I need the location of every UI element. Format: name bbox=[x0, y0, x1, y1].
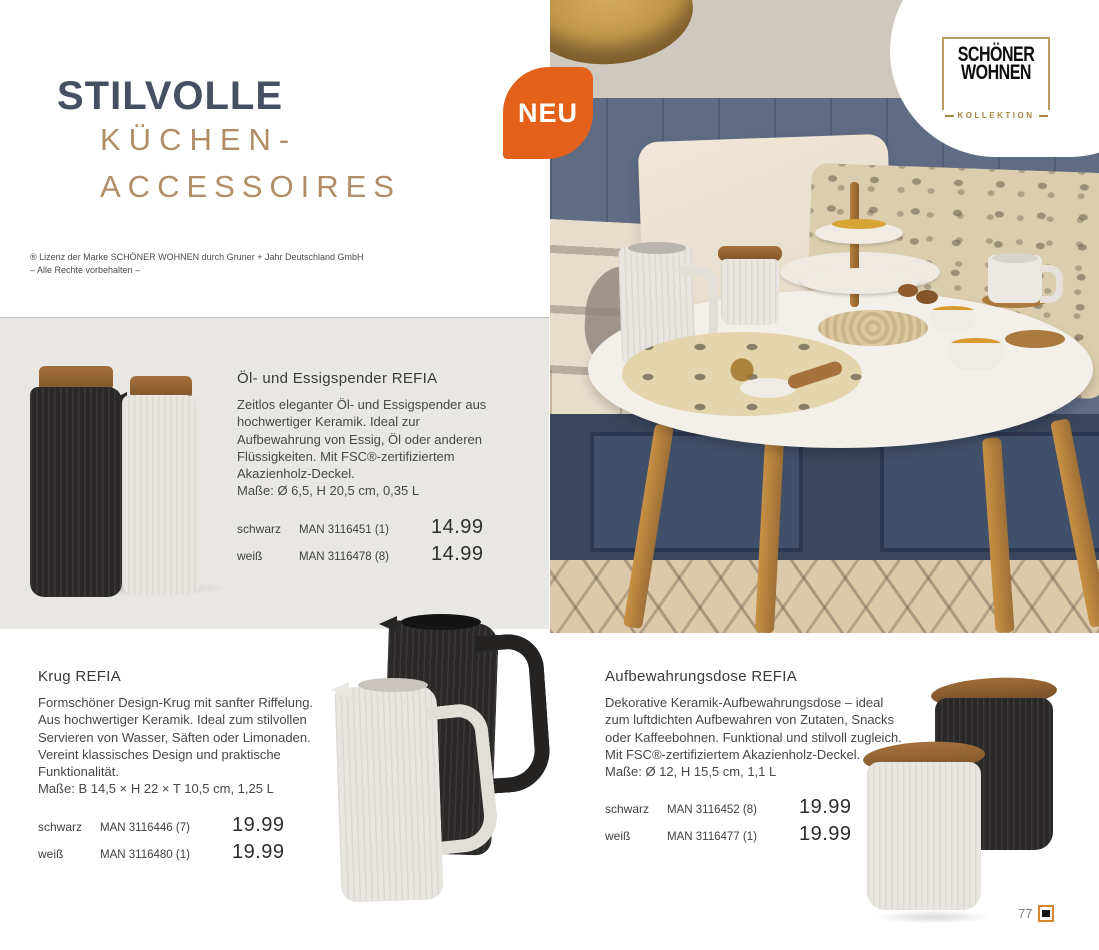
page-title-line2: KÜCHEN- bbox=[100, 122, 298, 157]
canister-body bbox=[721, 259, 779, 325]
variant-color: weiß bbox=[605, 829, 631, 844]
variant-price: 19.99 bbox=[232, 840, 285, 863]
dispenser-body bbox=[30, 387, 122, 597]
snack-bowl bbox=[930, 306, 976, 334]
wooden-scoop bbox=[786, 360, 844, 391]
dispenser-body bbox=[122, 395, 200, 595]
variant-row bbox=[237, 516, 489, 539]
dispenser-black bbox=[30, 366, 122, 598]
jug-opening bbox=[358, 678, 428, 692]
product-name: Krug REFIA bbox=[38, 668, 122, 685]
product-dimensions: Maße: B 14,5 × H 22 × T 10,5 cm, 1,25 L bbox=[38, 781, 274, 797]
jug-opening bbox=[628, 242, 686, 254]
brand-word2: WOHNEN bbox=[961, 62, 1031, 85]
product-name: Aufbewahrungsdose REFIA bbox=[605, 668, 798, 685]
variant-sku: MAN 3116452 (8) bbox=[667, 804, 757, 817]
jug-opening bbox=[401, 614, 481, 630]
mug bbox=[988, 255, 1060, 307]
variant-color: schwarz bbox=[605, 802, 650, 817]
product-info bbox=[237, 370, 489, 570]
variant-table bbox=[38, 814, 338, 864]
variant-sku: MAN 3116480 (1) bbox=[100, 848, 190, 861]
page-title-line3: ACCESSOIRES bbox=[100, 169, 401, 204]
variant-color: weiß bbox=[38, 846, 64, 861]
woven-wall-decor bbox=[550, 0, 696, 70]
product-block-oil-vinegar bbox=[0, 317, 549, 629]
variant-row bbox=[237, 543, 489, 566]
snacks-on-etagere bbox=[832, 219, 886, 229]
storage-jar-product-photo bbox=[855, 650, 1099, 940]
mug-opening bbox=[992, 253, 1038, 263]
variant-color: schwarz bbox=[237, 521, 282, 536]
product-description: Dekorative Keramik-Aufbewahrungsdose – ideal zum luftdichten Aufbewahren von Zutaten, Snacks oder Kaffeebohnen. Funktional und stilvoll zugleich. Mit FSC®-zertifiziertem Akazienholz-Deckel. bbox=[605, 695, 902, 762]
bowl-body bbox=[930, 310, 976, 332]
product-shadow bbox=[873, 910, 993, 924]
variant-color: schwarz bbox=[38, 819, 83, 834]
variant-table bbox=[237, 516, 489, 566]
product-name: Öl- und Essigspender REFIA bbox=[237, 370, 438, 387]
variant-price: 19.99 bbox=[232, 813, 285, 836]
snack-bowl bbox=[948, 338, 1004, 372]
variant-sku: MAN 3116478 (8) bbox=[299, 550, 389, 563]
license-line1: ® Lizenz der Marke SCHÖNER WOHNEN durch Gruner + Jahr Deutschland GmbH bbox=[30, 252, 364, 262]
jug-white bbox=[338, 674, 498, 909]
jug-product-photo bbox=[330, 608, 565, 948]
variant-color: weiß bbox=[237, 548, 263, 563]
jar-body bbox=[867, 762, 981, 910]
product-dimensions: Maße: Ø 12, H 15,5 cm, 1,1 L bbox=[605, 764, 777, 780]
dispenser-white bbox=[122, 376, 200, 596]
product-description: Formschöner Design-Krug mit sanfter Riffelung. Aus hochwertiger Keramik. Ideal zum stilvollen Servieren von Wasser, Säften oder Limonaden. Vereint klassisches Design und praktische Funktionalität. bbox=[38, 695, 314, 780]
variant-sku: MAN 3116477 (1) bbox=[667, 831, 757, 844]
variant-price: 19.99 bbox=[799, 796, 852, 819]
variant-price: 14.99 bbox=[431, 542, 484, 565]
variant-row bbox=[38, 814, 338, 837]
brand-logo-frame bbox=[942, 37, 1050, 120]
woven-placemat bbox=[818, 310, 928, 346]
brand-logo-wordmark bbox=[944, 44, 1048, 85]
cookie bbox=[916, 290, 938, 304]
patterned-mat bbox=[622, 332, 862, 416]
brand-word1: SCHÖNER bbox=[957, 44, 1035, 67]
brand-logo-subtitle: KOLLEKTION bbox=[957, 111, 1035, 120]
product-dimensions: Maße: Ø 6,5, H 20,5 cm, 0,35 L bbox=[237, 483, 420, 499]
variant-sku: MAN 3116446 (7) bbox=[100, 821, 190, 834]
brand-logo-subtitle-row bbox=[936, 110, 1056, 121]
wooden-board bbox=[1005, 330, 1065, 348]
license-note bbox=[30, 251, 364, 277]
product-description: Zeitlos eleganter Öl- und Essigspender aus hochwertiger Keramik. Ideal zur Aufbewahrung von Essig, Öl oder anderen Flüssigkeiten. Mit FSC®-zertifiziertem Akazienholz-Deckel. bbox=[237, 397, 487, 482]
page-number: 77 bbox=[1018, 906, 1033, 921]
jar-white bbox=[867, 742, 989, 917]
neu-badge-label: NEU bbox=[517, 97, 578, 128]
page-title-line1: STILVOLLE bbox=[57, 74, 284, 118]
license-line2: – Alle Rechte vorbehalten – bbox=[30, 265, 141, 276]
mug-handle bbox=[1040, 265, 1063, 303]
variant-price: 14.99 bbox=[431, 515, 484, 538]
product-block-jug bbox=[38, 668, 338, 868]
neu-badge bbox=[503, 67, 593, 159]
variant-sku: MAN 3116451 (1) bbox=[299, 523, 389, 536]
kollektion-dash bbox=[1039, 115, 1048, 117]
variant-price: 19.99 bbox=[799, 823, 852, 846]
cookie bbox=[898, 284, 918, 297]
canister-on-table bbox=[718, 246, 782, 330]
bowl-body bbox=[948, 343, 1004, 370]
variant-row bbox=[38, 841, 338, 864]
kollektion-dash bbox=[945, 115, 954, 117]
